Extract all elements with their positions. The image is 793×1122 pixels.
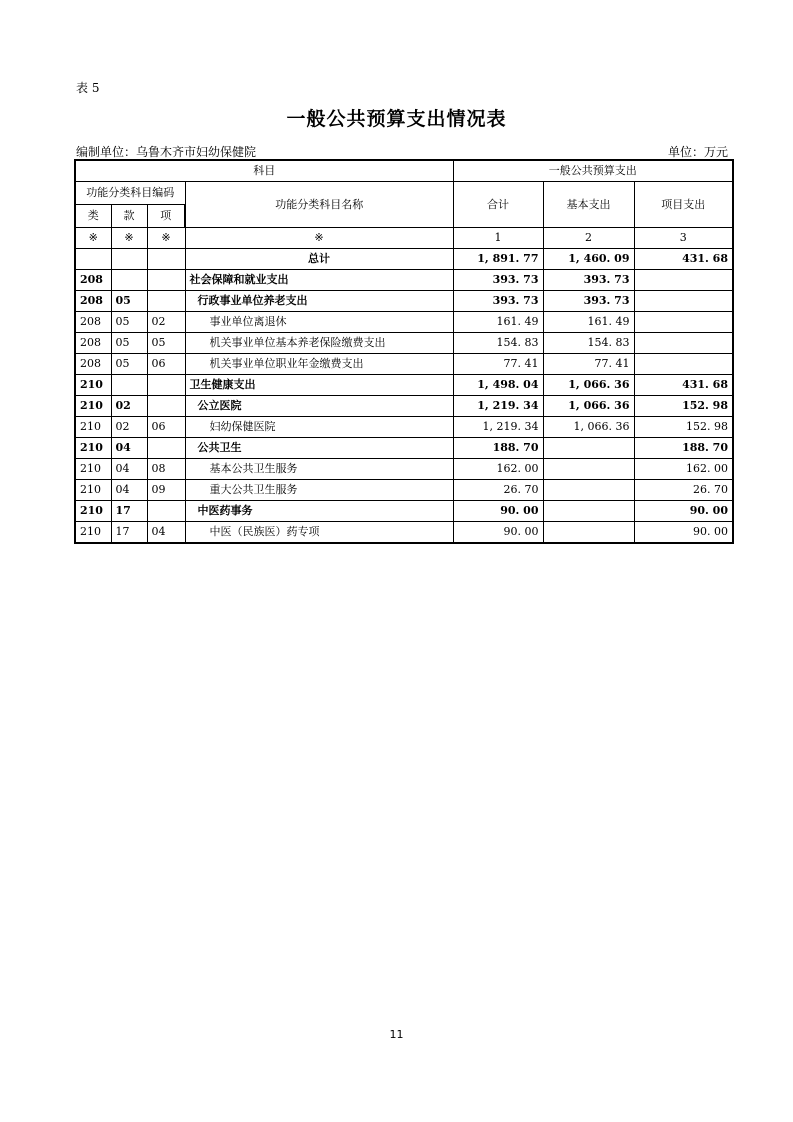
header-budget-group: 一般公共预算支出 [453,160,733,182]
cell-xiang: 09 [147,480,185,501]
cell-lei: 208 [75,333,111,354]
table-row [75,459,733,480]
cell-lei [75,249,111,270]
cell-lei: 210 [75,480,111,501]
cell-lei: 208 [75,291,111,312]
header-project: 项目支出 [634,182,733,228]
cell-basic: 161. 49 [543,312,634,333]
cell-kuan: 02 [111,417,147,438]
cell-xiang [147,249,185,270]
cell-name: 卫生健康支出 [185,375,453,396]
cell-kuan: 05 [111,333,147,354]
cell-basic: 393. 73 [543,270,634,291]
table-row [75,417,733,438]
cell-kuan: 17 [111,501,147,522]
cell-name: 社会保障和就业支出 [185,270,453,291]
cell-kuan: 05 [111,354,147,375]
mark-name: ※ [185,228,453,249]
cell-kuan [111,270,147,291]
table-row [75,333,733,354]
mark-lei: ※ [75,228,111,249]
header-kuan: 款 [111,205,147,228]
cell-kuan: 04 [111,438,147,459]
budget-table [74,159,734,544]
cell-kuan: 05 [111,291,147,312]
cell-total: 90. 00 [453,522,543,544]
header-subject: 科目 [75,160,453,182]
cell-kuan [111,375,147,396]
cell-name: 中医（民族医）药专项 [185,522,453,544]
cell-total: 188. 70 [453,438,543,459]
table-row [75,291,733,312]
table-row [75,501,733,522]
cell-kuan: 02 [111,396,147,417]
cell-lei: 210 [75,417,111,438]
header-row-2 [75,182,733,205]
cell-project [634,333,733,354]
cell-project [634,354,733,375]
table-row [75,354,733,375]
cell-project: 26. 70 [634,480,733,501]
header-code-group: 功能分类科目编码 [75,182,185,205]
table-label: 表 5 [76,81,100,95]
cell-total: 1, 498. 04 [453,375,543,396]
currency-unit: 单位：万元 [667,145,728,159]
mark-kuan: ※ [111,228,147,249]
cell-lei: 208 [75,270,111,291]
cell-project: 431. 68 [634,375,733,396]
cell-project: 162. 00 [634,459,733,480]
cell-total: 1, 891. 77 [453,249,543,270]
cell-total: 393. 73 [453,291,543,312]
cell-name: 基本公共卫生服务 [185,459,453,480]
cell-xiang [147,291,185,312]
cell-lei: 210 [75,396,111,417]
cell-total: 393. 73 [453,270,543,291]
cell-basic [543,501,634,522]
page-number: 11 [389,1028,404,1041]
cell-name: 妇幼保健医院 [185,417,453,438]
cell-lei: 210 [75,522,111,544]
cell-kuan: 17 [111,522,147,544]
cell-name: 公立医院 [185,396,453,417]
cell-total: 26. 70 [453,480,543,501]
cell-xiang: 08 [147,459,185,480]
cell-name: 总计 [185,249,453,270]
column-number-3: 3 [634,228,733,249]
cell-kuan [111,249,147,270]
cell-basic: 77. 41 [543,354,634,375]
cell-xiang: 06 [147,417,185,438]
cell-kuan: 04 [111,480,147,501]
compiler-unit: 编制单位：乌鲁木齐市妇幼保健院 [76,145,257,159]
table-row [75,249,733,270]
cell-name: 事业单位离退休 [185,312,453,333]
cell-basic: 154. 83 [543,333,634,354]
column-number-2: 2 [543,228,634,249]
cell-xiang [147,375,185,396]
cell-project [634,270,733,291]
mark-xiang: ※ [147,228,185,249]
table-row [75,480,733,501]
cell-basic [543,459,634,480]
table-row [75,522,733,544]
cell-total: 1, 219. 34 [453,396,543,417]
column-number-1: 1 [453,228,543,249]
header-total: 合计 [453,182,543,228]
cell-xiang [147,438,185,459]
cell-total: 90. 00 [453,501,543,522]
cell-xiang: 05 [147,333,185,354]
cell-kuan: 05 [111,312,147,333]
cell-project: 90. 00 [634,501,733,522]
cell-lei: 210 [75,501,111,522]
header-lei: 类 [75,205,111,228]
cell-total: 1, 219. 34 [453,417,543,438]
cell-project [634,312,733,333]
header-name: 功能分类科目名称 [185,182,453,228]
cell-basic [543,480,634,501]
cell-basic: 1, 460. 09 [543,249,634,270]
cell-name: 中医药事务 [185,501,453,522]
cell-xiang [147,396,185,417]
cell-name: 机关事业单位基本养老保险缴费支出 [185,333,453,354]
table-row [75,438,733,459]
cell-project: 90. 00 [634,522,733,544]
header-basic: 基本支出 [543,182,634,228]
cell-name: 行政事业单位养老支出 [185,291,453,312]
cell-lei: 208 [75,312,111,333]
cell-basic: 1, 066. 36 [543,396,634,417]
header-row-4 [75,228,733,249]
cell-project [634,291,733,312]
cell-total: 154. 83 [453,333,543,354]
table-row [75,375,733,396]
cell-xiang: 06 [147,354,185,375]
cell-name: 重大公共卫生服务 [185,480,453,501]
cell-total: 162. 00 [453,459,543,480]
page-title: 一般公共预算支出情况表 [286,108,507,130]
cell-xiang: 04 [147,522,185,544]
header-xiang: 项 [147,205,185,228]
cell-basic [543,438,634,459]
header-row-1 [75,160,733,182]
cell-basic: 1, 066. 36 [543,375,634,396]
cell-name: 公共卫生 [185,438,453,459]
cell-lei: 210 [75,438,111,459]
cell-project: 431. 68 [634,249,733,270]
cell-project: 152. 98 [634,396,733,417]
cell-basic [543,522,634,544]
cell-lei: 210 [75,459,111,480]
table-row [75,312,733,333]
cell-xiang [147,501,185,522]
cell-kuan: 04 [111,459,147,480]
cell-lei: 208 [75,354,111,375]
cell-lei: 210 [75,375,111,396]
table-row [75,396,733,417]
cell-project: 188. 70 [634,438,733,459]
table-row [75,270,733,291]
cell-project: 152. 98 [634,417,733,438]
cell-basic: 1, 066. 36 [543,417,634,438]
cell-xiang: 02 [147,312,185,333]
cell-total: 161. 49 [453,312,543,333]
cell-basic: 393. 73 [543,291,634,312]
cell-name: 机关事业单位职业年金缴费支出 [185,354,453,375]
cell-total: 77. 41 [453,354,543,375]
cell-xiang [147,270,185,291]
